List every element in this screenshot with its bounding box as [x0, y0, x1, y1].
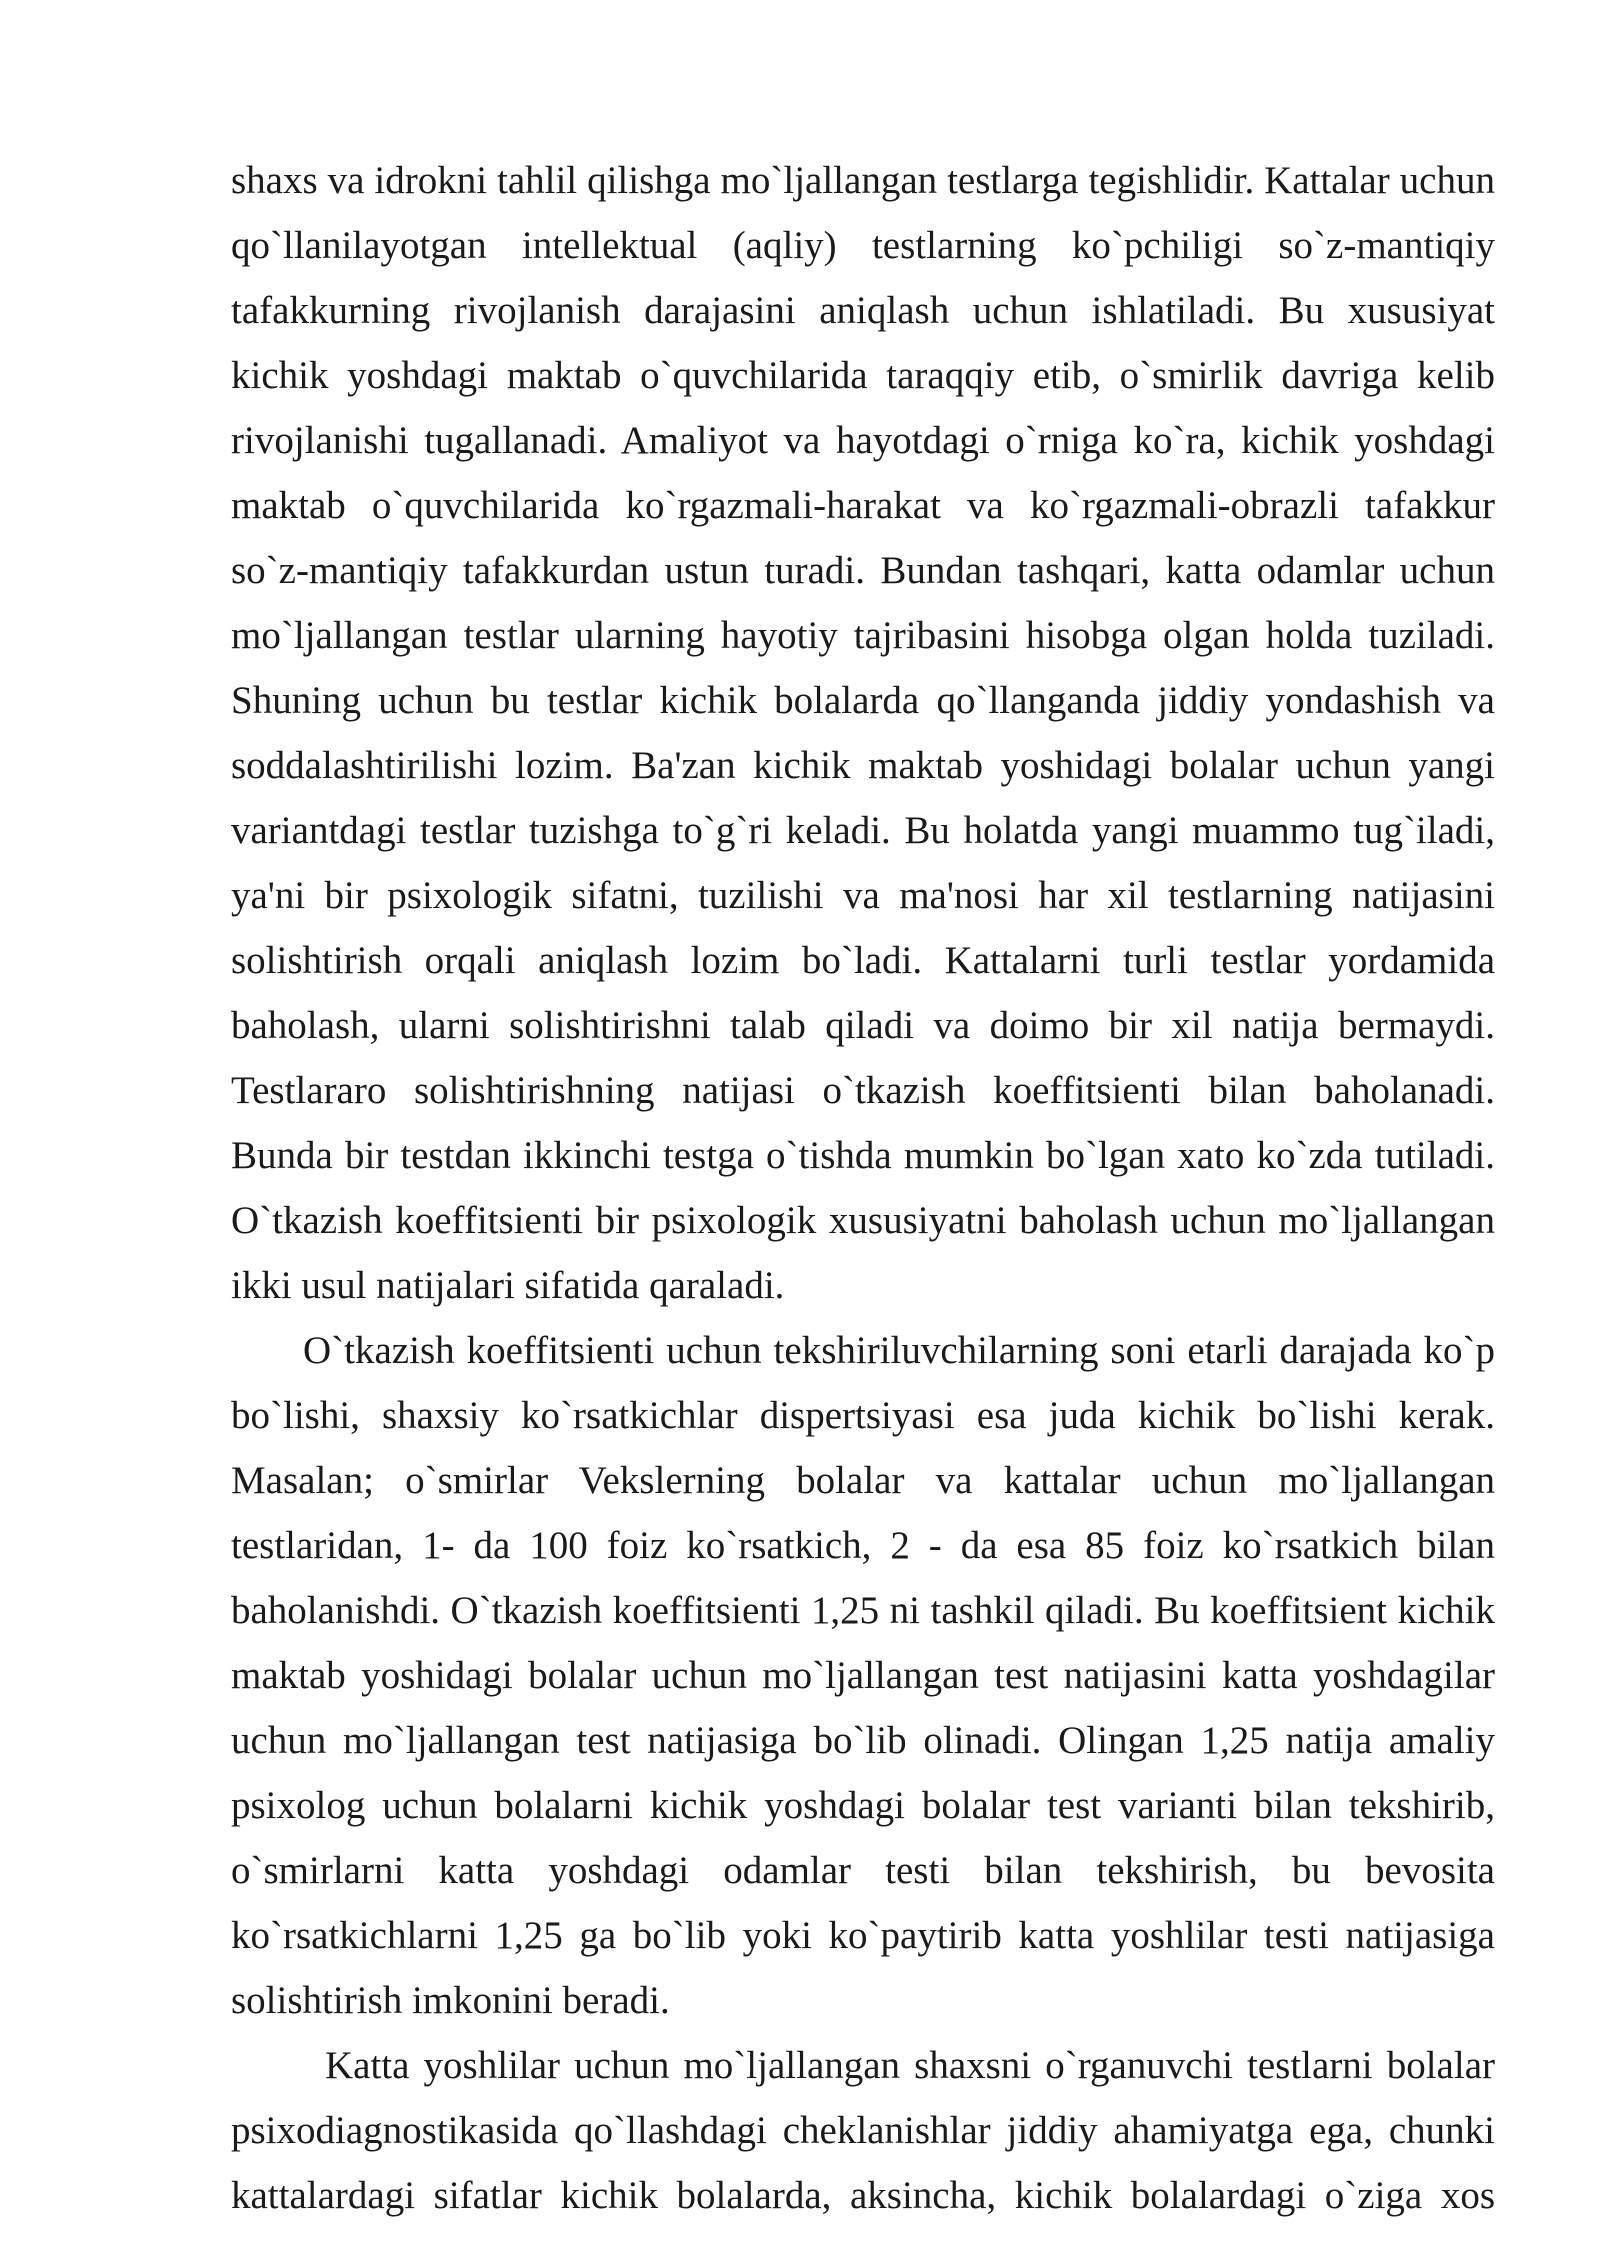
paragraph-1: shaxs va idrokni tahlil qilishga mo`ljallangan testlarga tegishlidir. Kattalar uchun qo`llanilayotgan intellektual (aqliy) testlarning ko`pchiligi so`z-mantiqiy tafakkurning rivojlanish darajasini aniqlash uchun ishlatiladi. Bu xususiyat kichik yoshdagi maktab o`quvchilarida taraqqiy etib, o`smirlik davriga kelib rivojlanishi tugallanadi. Amaliyot va hayotdagi o`rniga ko`ra, kichik yoshdagi maktab o`quvchilarida ko`rgazmali-harakat va ko`rgazmali-obrazli tafakkur so`z-mantiqiy tafakkurdan ustun turadi. Bundan tashqari, katta odamlar uchun mo`ljallangan testlar ularning hayotiy tajribasini hisobga olgan holda tuziladi. Shuning uchun bu testlar kichik bolalarda qo`llanganda jiddiy yondashish va soddalashtirilishi lozim. Ba'zan kichik maktab yoshidagi bolalar uchun yangi variantdagi testlar tuzishga to`g`ri keladi. Bu holatda yangi muammo tug`iladi, ya'ni bir psixologik sifatni, tuzilishi va ma'nosi har xil testlarning natijasini solishtirish orqali aniqlash lozim bo`ladi. Kattalarni turli testlar yordamida baholash, ularni solishtirishni talab qiladi va doimo bir xil natija bermaydi. Testlararo solishtirishning natijasi o`tkazish koeffitsienti bilan baholanadi. Bunda bir testdan ikkinchi testga o`tishda mumkin bo`lgan xato ko`zda tutiladi. O`tkazish koeffitsienti bir psixologik xususiyatni baholash uchun mo`ljallangan ikki usul natijalari sifatida qaraladi.: [231, 159, 1495, 1307]
document-body: [231, 148, 1495, 2228]
paragraph-3: Katta yoshlilar uchun mo`ljallangan shaxsni o`rganuvchi testlarni bolalar psixodiagnostikasida qo`llashdagi cheklanishlar jiddiy ahamiyatga ega, chunki kattalardagi sifatlar kichik bolalarda, aksincha, kichik bolalardagi o`ziga xos: [231, 2044, 1495, 2217]
paragraph-2: O`tkazish koeffitsienti uchun tekshiriluvchilarning soni etarli darajada ko`p bo`lishi, shaxsiy ko`rsatkichlar dispertsiyasi esa juda kichik bo`lishi kerak. Masalan; o`smirlar Vekslerning bolalar va kattalar uchun mo`ljallangan testlaridan, 1- da 100 foiz ko`rsatkich, 2 - da esa 85 foiz ko`rsatkich bilan baholanishdi. O`tkazish koeffitsienti 1,25 ni tashkil qiladi. Bu koeffitsient kichik maktab yoshidagi bolalar uchun mo`ljallangan test natijasini katta yoshdagilar uchun mo`ljallangan test natijasiga bo`lib olinadi. Olingan 1,25 natija amaliy psixolog uchun bolalarni kichik yoshdagi bolalar test varianti bilan tekshirib, o`smirlarni katta yoshdagi odamlar testi bilan tekshirish, bu bevosita ko`rsatkichlarni 1,25 ga bo`lib yoki ko`paytirib katta yoshlilar testi natijasiga solishtirish imkonini beradi.: [231, 1329, 1495, 2022]
